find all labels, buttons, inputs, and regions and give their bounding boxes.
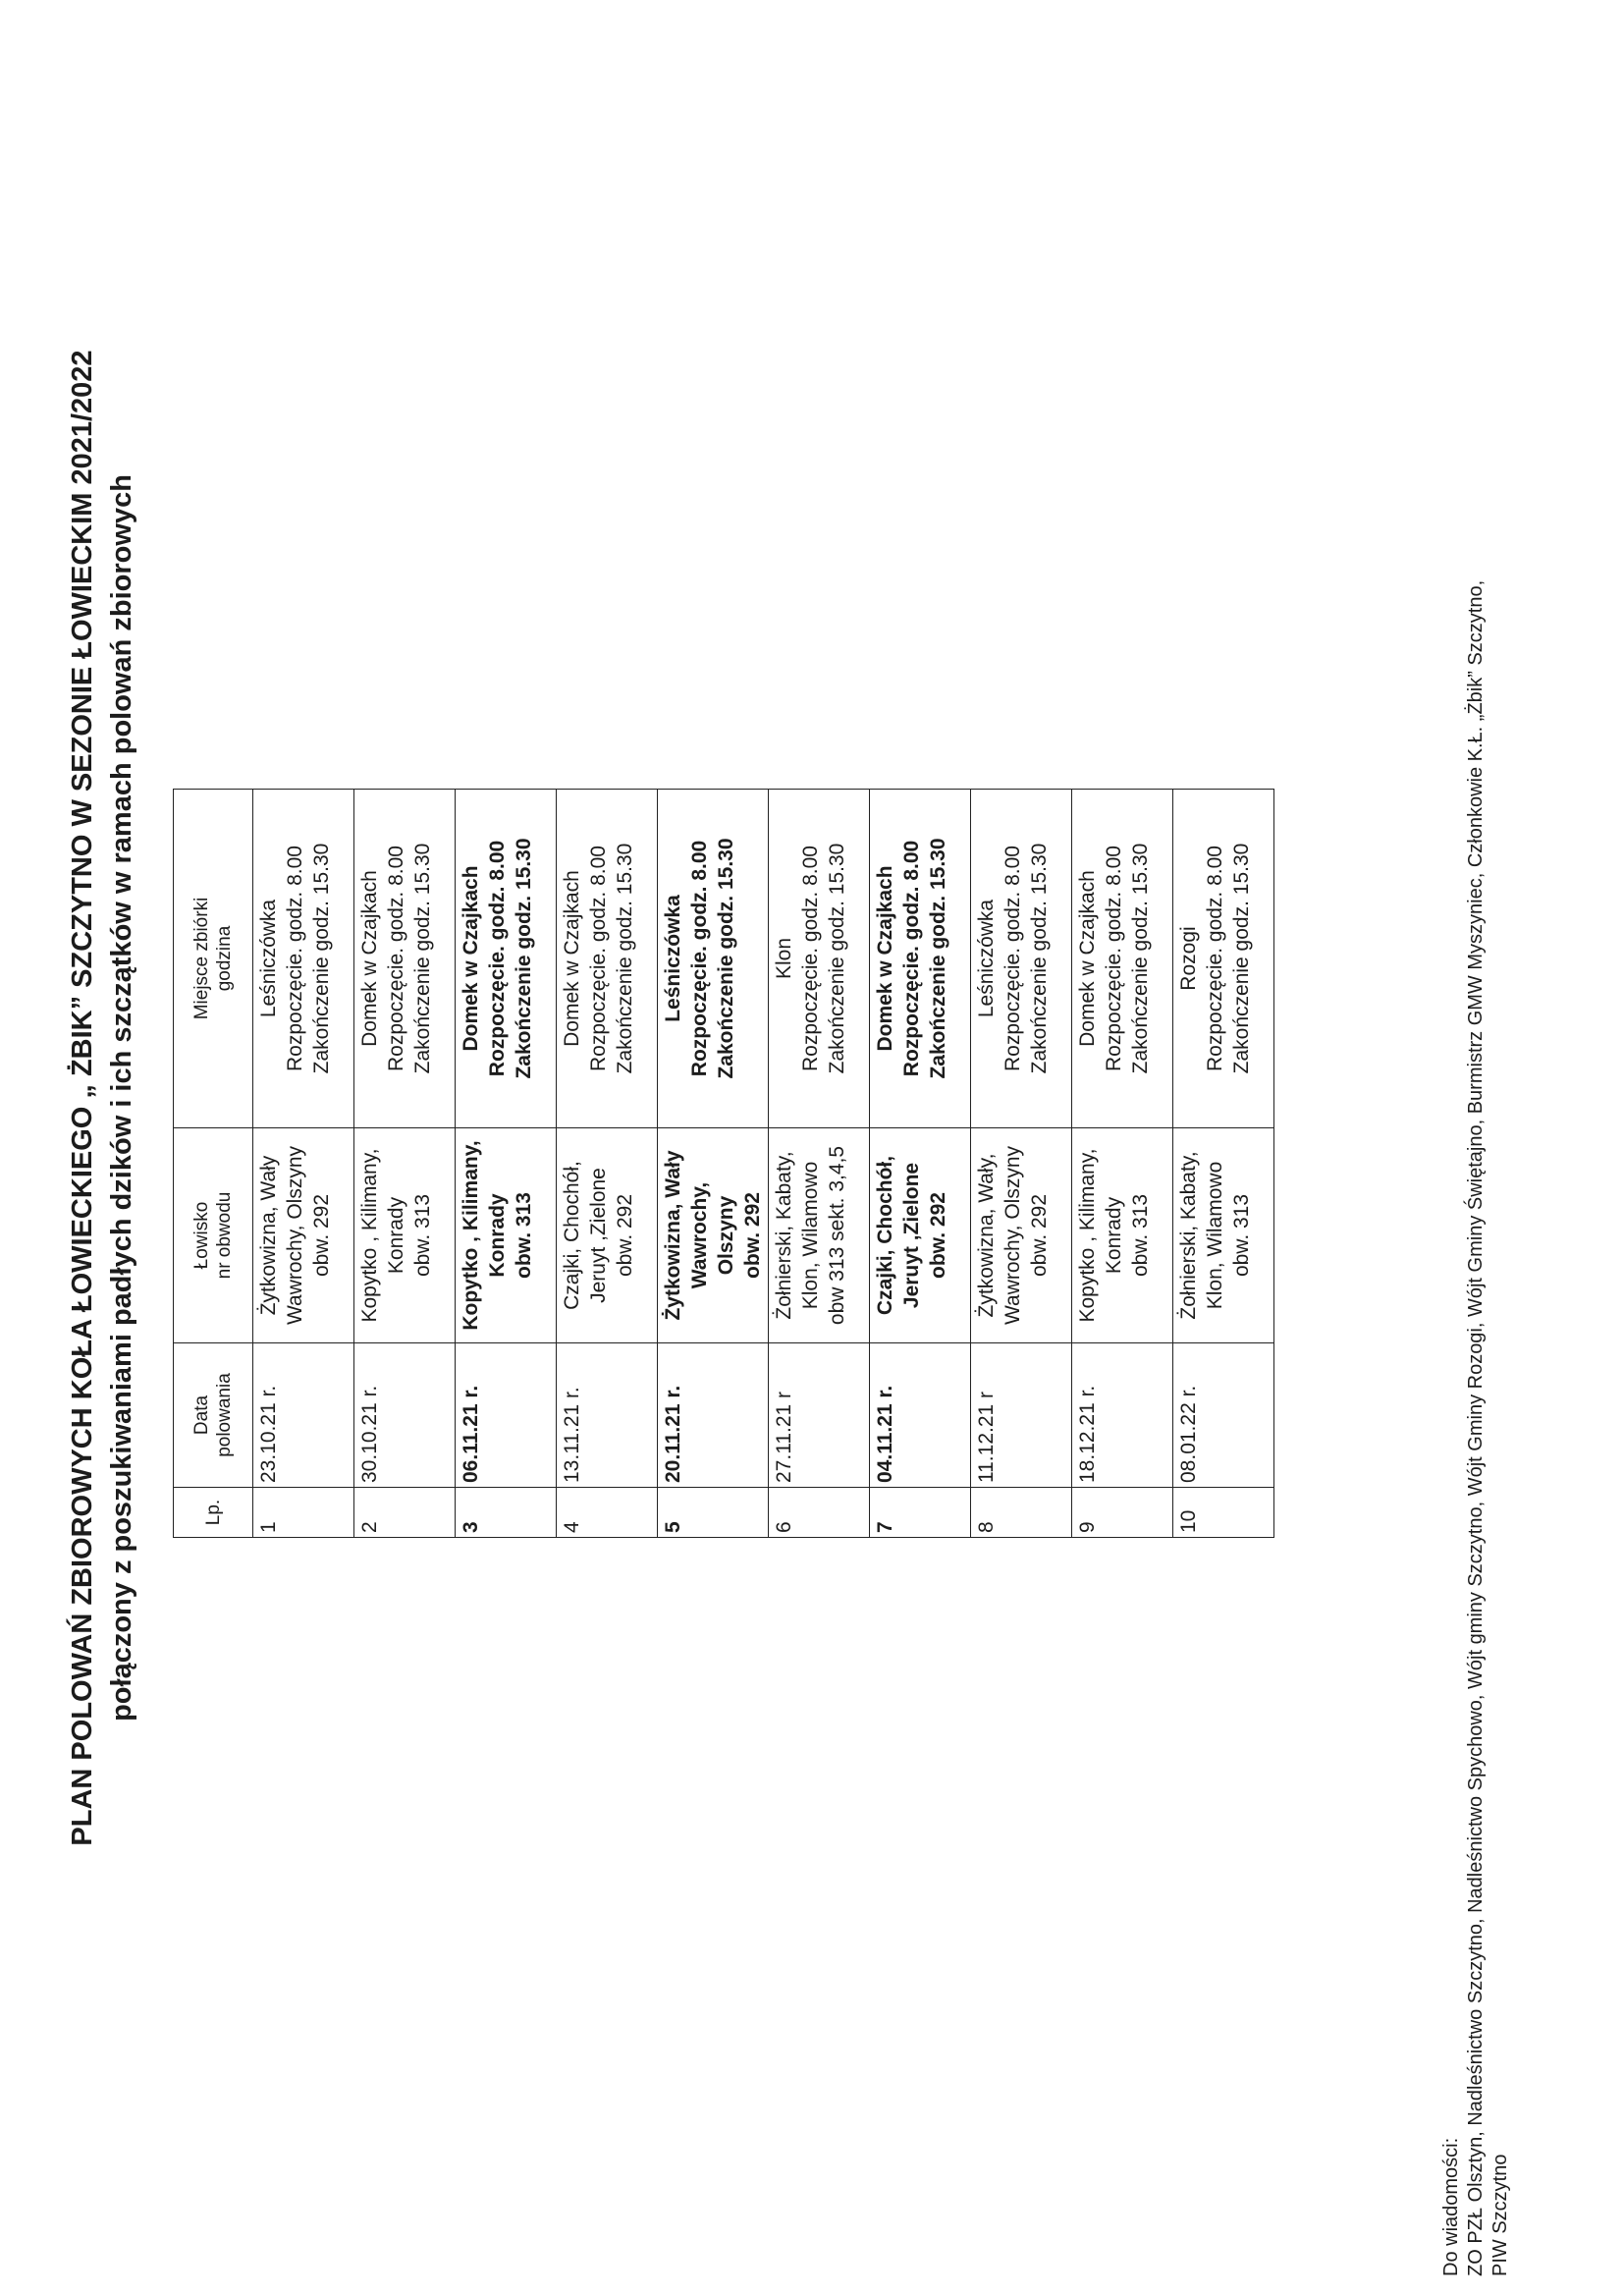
meeting-point-line: Rozpoczęcie. godz. 8.00 (284, 846, 306, 1071)
table-row (870, 790, 971, 1538)
hunting-ground-line: Żytkowizna, Wały, (975, 1153, 998, 1318)
cell-lp: 4 (557, 1488, 658, 1538)
hunting-ground-line: Konrady (486, 1193, 509, 1278)
table-row (971, 790, 1072, 1538)
cell-lp: 3 (456, 1488, 557, 1538)
distribution-note (1439, 410, 1513, 2276)
hunting-ground-line: obw 313 sekt. 3,4,5 (826, 1145, 848, 1326)
meeting-point-line: Domek w Czajkach (874, 865, 896, 1052)
meeting-point-line: Rozpoczęcie. godz. 8.00 (587, 846, 610, 1071)
table-row (658, 790, 769, 1538)
header-place (174, 1128, 253, 1343)
cell-meeting-point (1173, 790, 1274, 1128)
cell-meeting-point (1072, 790, 1173, 1128)
note-recipients: ZO PZŁ Olsztyn, Nadleśnictwo Szczytno, Nadleśnictwo Spychowo, Wójt gminy Szczytno, Wójt Gminy Rozogi, Wójt Gminy Świętajno, Burmistrz GMW Myszyniec, Członkowie K.Ł. „Żbik” Szczytno, (1465, 579, 1487, 2276)
cell-date: 13.11.21 r. (557, 1343, 658, 1488)
hunting-ground-line: obw. 313 (513, 1192, 535, 1279)
hunting-ground-line: Jeruyt ,Zielone (900, 1162, 923, 1309)
hunting-ground-line: Żytkowizna, Wały (257, 1155, 280, 1316)
hunting-ground-line: Kopytko , Kilimany, (358, 1148, 381, 1323)
cell-date: 06.11.21 r. (456, 1343, 557, 1488)
hunting-ground-line: Czajki, Chochół, (874, 1155, 896, 1316)
hunting-ground-line: Konrady (385, 1196, 407, 1275)
cell-lp: 7 (870, 1488, 971, 1538)
cell-meeting-point (769, 790, 870, 1128)
hunting-ground-line: obw. 292 (1028, 1193, 1051, 1278)
table-row (1173, 790, 1274, 1538)
meeting-point-line: Rozpoczęcie. godz. 8.00 (900, 840, 923, 1077)
hunting-ground-line: Konrady (1103, 1196, 1125, 1275)
cell-date: 11.12.21 r (971, 1343, 1072, 1488)
cell-date: 27.11.21 r (769, 1343, 870, 1488)
cell-date: 30.10.21 r. (354, 1343, 456, 1488)
meeting-point-line: Zakończenie godz. 15.30 (411, 843, 434, 1074)
hunting-ground-line: Klon, Wilamowo (799, 1161, 822, 1310)
cell-hunting-ground (870, 1128, 971, 1343)
cell-hunting-ground (253, 1128, 354, 1343)
cell-date: 18.12.21 r. (1072, 1343, 1173, 1488)
hunting-ground-line: Żołnierski, Kabaty, (1177, 1151, 1200, 1320)
meeting-point-line: Zakończenie godz. 15.30 (1028, 843, 1051, 1074)
cell-hunting-ground (557, 1128, 658, 1343)
cell-hunting-ground (769, 1128, 870, 1343)
header-meeting-line1: Miejsce zbiórki (191, 897, 212, 1020)
meeting-point-line: Leśniczówka (662, 895, 684, 1022)
hunting-ground-line: Wawrochy, Olszyny (1001, 1145, 1024, 1326)
meeting-point-line: Domek w Czajkach (561, 870, 583, 1047)
table-row (253, 790, 354, 1538)
table-row (1072, 790, 1173, 1538)
cell-lp: 8 (971, 1488, 1072, 1538)
cell-meeting-point (354, 790, 456, 1128)
hunting-ground-line: Kopytko , Kilimany, (1076, 1148, 1099, 1323)
meeting-point-line: Zakończenie godz. 15.30 (826, 843, 848, 1074)
hunting-ground-line: obw. 292 (927, 1192, 949, 1279)
hunting-ground-line: Wawrochy, (688, 1181, 711, 1289)
meeting-point-line: Rozogi (1177, 926, 1200, 991)
table-row (769, 790, 870, 1538)
cell-lp: 1 (253, 1488, 354, 1538)
document-subtitle: połączony z poszukiwaniami padłych dzików i ich szczątków w ramach polowań zbiorowych (106, 474, 137, 1722)
meeting-point-line: Zakończenie godz. 15.30 (513, 838, 535, 1079)
header-meeting-line2: godzina (214, 925, 235, 992)
hunting-ground-line: Klon, Wilamowo (1204, 1161, 1226, 1310)
meeting-point-line: Rozpoczęcie. godz. 8.00 (385, 846, 407, 1071)
cell-date: 23.10.21 r. (253, 1343, 354, 1488)
cell-lp: 9 (1072, 1488, 1173, 1538)
meeting-point-line: Zakończenie godz. 15.30 (1129, 843, 1152, 1074)
meeting-point-line: Rozpoczęcie. godz. 8.00 (1001, 846, 1024, 1071)
hunting-ground-line: obw. 292 (310, 1193, 333, 1278)
cell-lp: 6 (769, 1488, 870, 1538)
hunting-ground-line: Wawrochy, Olszyny (284, 1145, 306, 1326)
meeting-point-line: Rozpoczęcie. godz. 8.00 (799, 846, 822, 1071)
cell-date: 08.01.22 r. (1173, 1343, 1274, 1488)
header-date (174, 1343, 253, 1488)
cell-meeting-point (658, 790, 769, 1128)
header-place-line2: nr obwodu (214, 1191, 235, 1280)
header-place-line1: Łowisko (191, 1201, 212, 1270)
table-header-row (174, 790, 253, 1538)
cell-lp: 2 (354, 1488, 456, 1538)
cell-hunting-ground (1072, 1128, 1173, 1343)
hunting-ground-line: Kopytko , Kilimany, (460, 1140, 482, 1331)
header-date-line1: Data (191, 1394, 212, 1436)
cell-meeting-point (253, 790, 354, 1128)
cell-meeting-point (870, 790, 971, 1128)
document-title: PLAN POLOWAŃ ZBIOROWYCH KOŁA ŁOWIECKIEGO „ ŻBIK” SZCZYTNO W SEZONIE ŁOWIECKIM 2021/2022 (67, 350, 98, 1846)
table-row (456, 790, 557, 1538)
hunting-ground-line: obw. 313 (1129, 1193, 1152, 1278)
cell-meeting-point (456, 790, 557, 1128)
cell-hunting-ground (971, 1128, 1072, 1343)
meeting-point-line: Domek w Czajkach (358, 870, 381, 1047)
meeting-point-line: Zakończenie godz. 15.30 (614, 843, 636, 1074)
meeting-point-line: Rozpoczęcie. godz. 8.00 (486, 840, 509, 1077)
hunting-ground-line: Żołnierski, Kabaty, (773, 1151, 795, 1320)
meeting-point-line: Domek w Czajkach (1076, 870, 1099, 1047)
hunting-ground-line: obw. 292 (614, 1193, 636, 1278)
cell-date: 20.11.21 r. (658, 1343, 769, 1488)
table-row (354, 790, 456, 1538)
meeting-point-line: Rozpoczęcie. godz. 8.00 (688, 840, 711, 1077)
note-label: Do wiadomości: (1440, 2137, 1462, 2276)
meeting-point-line: Rozpoczęcie. godz. 8.00 (1204, 846, 1226, 1071)
hunting-ground-line: obw. 313 (1230, 1193, 1253, 1278)
hunting-ground-line: Jeruyt ,Zielone (587, 1168, 610, 1303)
meeting-point-line: Zakończenie godz. 15.30 (310, 843, 333, 1074)
cell-hunting-ground (658, 1128, 769, 1343)
cell-meeting-point (971, 790, 1072, 1128)
table-row (557, 790, 658, 1538)
header-date-line2: polowania (214, 1373, 235, 1457)
note-recipients-2: PIW Szczytno (1489, 2154, 1511, 2276)
meeting-point-line: Zakończenie godz. 15.30 (927, 838, 949, 1079)
hunting-schedule-table (173, 789, 1274, 1538)
meeting-point-line: Rozpoczęcie. godz. 8.00 (1103, 846, 1125, 1071)
cell-hunting-ground (456, 1128, 557, 1343)
hunting-ground-line: Czajki, Chochół, (561, 1161, 583, 1310)
meeting-point-line: Klon (773, 937, 795, 980)
hunting-ground-line: Olszyny (715, 1195, 737, 1276)
cell-hunting-ground (354, 1128, 456, 1343)
cell-date: 04.11.21 r. (870, 1343, 971, 1488)
meeting-point-line: Leśniczówka (975, 899, 998, 1018)
hunting-ground-line: obw. 292 (741, 1192, 764, 1279)
meeting-point-line: Domek w Czajkach (460, 865, 482, 1052)
cell-hunting-ground (1173, 1128, 1274, 1343)
hunting-ground-line: obw. 313 (411, 1193, 434, 1278)
meeting-point-line: Zakończenie godz. 15.30 (715, 838, 737, 1079)
header-meeting (174, 790, 253, 1128)
meeting-point-line: Zakończenie godz. 15.30 (1230, 843, 1253, 1074)
cell-lp: 10 (1173, 1488, 1274, 1538)
cell-meeting-point (557, 790, 658, 1128)
hunting-ground-line: Żytkowizna, Wały (662, 1150, 684, 1321)
cell-lp: 5 (658, 1488, 769, 1538)
meeting-point-line: Leśniczówka (257, 899, 280, 1018)
header-lp: Lp. (174, 1488, 253, 1538)
